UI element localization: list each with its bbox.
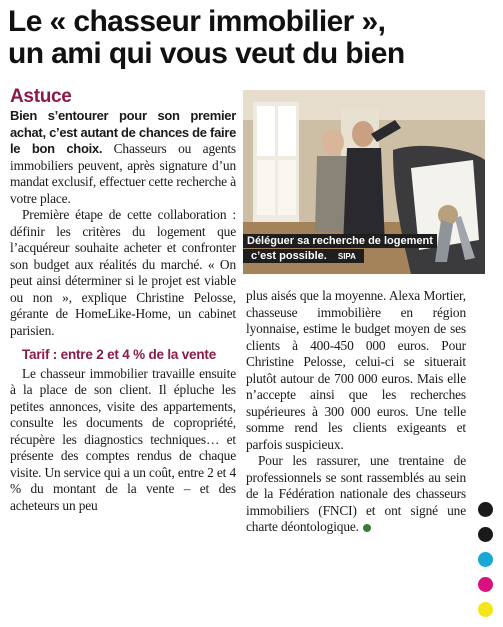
lead-paragraph <box>10 108 236 207</box>
article-headline <box>8 6 478 70</box>
body-paragraph-2: Première étape de cette collaboration : définir les critères du logement que l’acquéreur souhaite acheter et confronter son budget aux réalités du marché. « On peut ainsi déterminer si le projet est viable ou non », explique Christine Pelosse, gérante de HomeLike-Home, un cabinet parisien. <box>10 207 236 338</box>
swatch-magenta <box>478 577 493 592</box>
body-paragraph-4: plus aisés que la moyenne. Alexa Mortier, chasseuse immobilière en région lyonnaise, estime le budget moyen de ses clients à 400-450 000 euros. Pour Christine Pelosse, celui-ci se situerait plutôt autour de 700 000 euros. Mais elle n’accepte ainsi que les recherches supérieures à 300 000 euros. Une telle somme rend les clients exigeants et parfois suspicieux. <box>246 288 466 452</box>
lead-continuation: Chasseurs ou agents immobiliers peuvent, après signature d’un mandat exclusif, effectuer cette recherche à votre place. <box>10 141 236 206</box>
headline-line-1: Le « chasseur immobilier », <box>8 5 386 38</box>
headline-line-2: un ami qui vous veut du bien <box>8 37 405 70</box>
caption-line-1: Déléguer sa recherche de logement <box>243 234 437 248</box>
closing-text: Pour les rassurer, une trentaine de professionnels se sont rassemblés au sein de la Fédération nationale des chasseurs immobiliers (FNCI) et ont signé une charte déontologique. <box>246 453 466 534</box>
swatch-cyan <box>478 552 493 567</box>
caption-line-2: c’est possible. <box>247 249 331 263</box>
article-photo <box>243 90 485 274</box>
print-color-swatches <box>478 502 496 627</box>
photo-credit: SIPA <box>334 251 360 262</box>
swatch-black-1 <box>478 502 493 517</box>
body-paragraph-3: Le chasseur immobilier travaille ensuite à la place de son client. Il épluche les petites annonces, visite des appartements, consulte les documents de copropriété, récupère les diagnostics techniques… et présente des comptes rendus de chaque visite. Un service qui a un coût, entre 2 et 4 % du montant de la vente – et des acheteurs un peu <box>10 365 236 513</box>
end-of-article-mark <box>363 524 371 532</box>
body-paragraph-5 <box>246 453 466 536</box>
swatch-yellow <box>478 602 493 617</box>
rubric-label: Astuce <box>10 86 72 107</box>
article-column-left <box>10 108 236 514</box>
lead-text: Bien s’entourer pour son premier achat, c’est autant de chances de faire le bon choix. <box>10 108 237 156</box>
swatch-black-2 <box>478 527 493 542</box>
photo-caption <box>243 234 485 264</box>
article-column-right <box>246 288 466 536</box>
subheading: Tarif : entre 2 et 4 % de la vente <box>22 347 217 362</box>
